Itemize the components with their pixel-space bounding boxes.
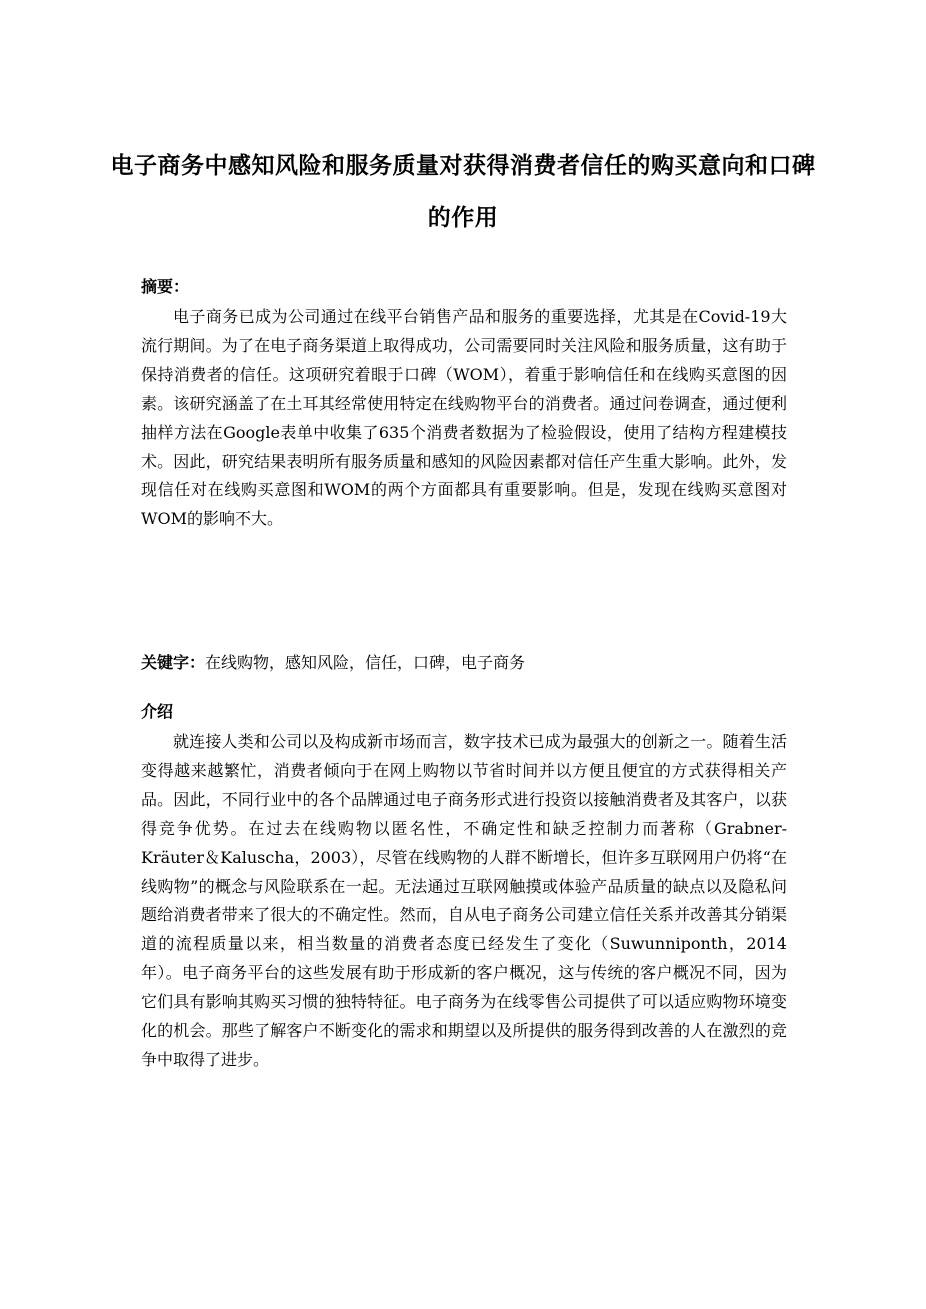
- page-title: 电子商务中感知风险和服务质量对获得消费者信任的购买意向和口碑的作用: [110, 153, 816, 231]
- keywords-text: 在线购物，感知风险，信任，口碑，电子商务: [205, 653, 526, 672]
- introduction-heading: 介绍: [141, 702, 174, 721]
- abstract-heading: 摘要：: [141, 277, 190, 296]
- keywords-line: [141, 652, 525, 674]
- keywords-label: 关键字：: [141, 653, 206, 672]
- introduction-paragraph: 就连接人类和公司以及构成新市场而言，数字技术已成为最强大的创新之一。随着生活变得越来越繁忙，消费者倾向于在网上购物以节省时间并以方便且便宜的方式获得相关产品。因此，不同行业中的各个品牌通过电子商务形式进行投资以接触消费者及其客户，以获得竞争优势。在过去在线购物以匿名性，不确定性和缺乏控制力而著称（Grabner-Kräuter＆Kaluscha，2003），尽管在线购物的人群不断增长，但许多互联网用户仍将“在线购物”的概念与风险联系在一起。无法通过互联网触摸或体验产品质量的缺点以及隐私问题给消费者带来了很大的不确定性。然而，自从电子商务公司建立信任关系并改善其分销渠道的流程质量以来，相当数量的消费者态度已经发生了变化（Suwunniponth，2014年）。电子商务平台的这些发展有助于形成新的客户概况，这与传统的客户概况不同，因为它们具有影响其购买习惯的独特特征。电子商务为在线零售公司提供了可以适应购物环境变化的机会。那些了解客户不断变化的需求和期望以及所提供的服务得到改善的人在激烈的竞争中取得了进步。: [141, 732, 787, 1069]
- abstract-paragraph: 电子商务已成为公司通过在线平台销售产品和服务的重要选择，尤其是在Covid-19大流行期间。为了在电子商务渠道上取得成功，公司需要同时关注风险和服务质量，这有助于保持消费者的信任。这项研究着眼于口碑（WOM），着重于影响信任和在线购买意图的因素。该研究涵盖了在土耳其经常使用特定在线购物平台的消费者。通过问卷调查，通过便利抽样方法在Google表单中收集了635个消费者数据为了检验假设，使用了结构方程建模技术。因此，研究结果表明所有服务质量和感知的风险因素都对信任产生重大影响。此外，发现信任对在线购买意图和WOM的两个方面都具有重要影响。但是，发现在线购买意图对WOM的影响不大。: [141, 307, 787, 529]
